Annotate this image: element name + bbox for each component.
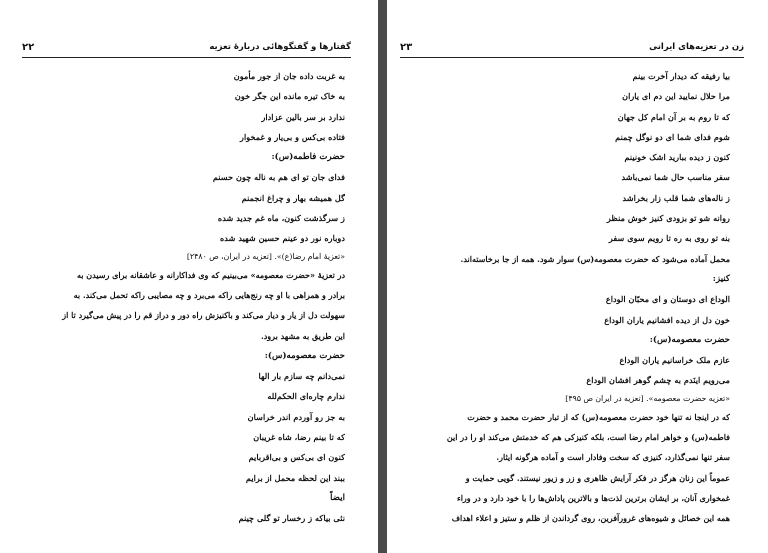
page-body	[30, 66, 345, 529]
verse-line: دوباره نور دو عینم حسین شهید شده	[220, 233, 345, 244]
book-spine	[378, 0, 387, 553]
verse-line: نثی بیاکه ز رخسار تو گلی چینم	[238, 513, 345, 524]
verse-line: کنون ای بی‌کس و بی‌اقربایم	[248, 452, 345, 463]
verse-line: ببند این لحظه محمل از برایم	[245, 472, 345, 483]
prose-line: همه این خصائل و شیوه‌های غرورآفرین، روی گرداندن از ظلم و ستیز و اعلاء اهداف	[451, 513, 730, 524]
verse-line: خون دل از دیده افشانیم یاران الوداع	[604, 314, 730, 325]
prose-line: غمخواری آنان، بر ایشان برترین لذت‌ها و بالاترین پاداش‌ها را با خود دارد و در وراء	[456, 492, 730, 503]
header-rule	[22, 57, 351, 58]
left-page	[0, 0, 378, 553]
right-page	[387, 0, 768, 553]
page-body	[402, 66, 730, 529]
verse-line: فدای جان تو ای هم به ناله چون حسنم	[212, 172, 345, 183]
prose-line: عموماً این زنان هرگز در فکر آرایش ظاهری و زر و زیور نیستند. گویی حمایت و	[465, 472, 730, 483]
verse-line: نمی‌دانم چه سازم بار الها	[258, 371, 345, 382]
prose-line: این طریق به مشهد برود.	[260, 330, 345, 341]
verse-line: به غربت داده جان از جور مأمون	[233, 71, 345, 81]
verse-line: ندارم چاره‌ای الحکم‌لله	[267, 391, 345, 402]
verse-line: الوداع ای دوستان و ای محبّان الوداع	[605, 294, 730, 305]
verse-line: عازم ملک خراسانیم یاران الوداع	[619, 355, 730, 366]
prose-line: محمل آماده می‌شود که حضرت معصومه(س) سوار شود. همه از جا برخاسته‌اند.	[460, 253, 730, 264]
prose-line: سهولت دل از یار و دیار می‌کند و باکنیزش راه دور و دراز قم را در پیش می‌گیرد تا از	[62, 310, 345, 321]
verse-line: به جز رو آوردم اندر خراسان	[247, 411, 345, 422]
verse-line: سفر مناسب حال شما نمی‌باشد	[621, 172, 730, 183]
verse-line: می‌رویم اینَدم به چشم گوهر افشان الوداع	[586, 375, 730, 386]
speaker-heading: ایضاً	[330, 492, 345, 503]
page-number: ۲۳	[400, 42, 413, 53]
speaker-heading: کنیز:	[712, 273, 730, 284]
verse-line: ز سرگذشت کنون، ماه غم جدید شده	[217, 213, 345, 224]
verse-line: فتاده بی‌کس و بی‌یار و غمخوار	[239, 131, 345, 142]
verse-line: گل همیشه بهار و چراغ انجمنم	[241, 192, 345, 203]
prose-line: سفر تنها نمی‌گذارد، کنیزی که سخت وفادار است و آماده هرگونه ایثار.	[496, 452, 730, 463]
verse-line: شوم فدای شما ای دو نوگل چمنم	[615, 131, 730, 142]
source-citation: «تعزیه حضرت معصومه». [تعزیه در ایران ص ۴۹۵]	[565, 393, 730, 403]
speaker-heading: حضرت معصومه(س):	[264, 350, 345, 361]
page-number: ۲۲	[22, 42, 35, 53]
prose-line: که در اینجا نه تنها خود حضرت معصومه(س) که از تبار حضرت محمد و حضرت	[467, 411, 730, 422]
verse-line: کنون ز دیده ببارید اشک خونینم	[624, 152, 730, 163]
verse-line: ندارد بر سر بالین عزادار	[261, 111, 345, 122]
running-title: زن در تعزیه‌های ایرانی	[649, 42, 744, 52]
header-rule	[400, 57, 744, 58]
verse-line: که تا روم به بر آن امام کل جهان	[617, 111, 730, 122]
speaker-heading: حضرت معصومه(س):	[649, 334, 730, 345]
verse-line: که تا بینم رضا، شاه غریبان	[253, 432, 345, 443]
verse-line: بنه تو روی به ره تا رویم سوی سفر	[608, 233, 730, 244]
prose-line: در تعزیهٔ «حضرت معصومه» می‌بینیم که وی فداکارانه و عاشقانه برای رسیدن به	[76, 269, 345, 280]
verse-line: ز ناله‌های شما قلب زار بخراشد	[622, 192, 730, 203]
verse-line: روانه شو تو بزودی کنیز خوش منظر	[606, 213, 730, 224]
running-title: گفتارها و گفتگوهائی دربارهٔ تعزیه	[209, 42, 351, 52]
speaker-heading: حضرت فاطمه(س):	[271, 152, 345, 163]
page-header	[22, 42, 351, 56]
prose-line: فاطمه(س) و خواهر امام رضا است، بلکه کنیزکی هم که خدمتش می‌کند او را در این	[446, 432, 730, 443]
verse-line: به خاک تیره مانده این جگر خون	[234, 91, 345, 102]
verse-line: بیا رفیقه که دیدار آخرت بینم	[632, 71, 730, 81]
prose-line: برادر و همراهی با او چه رنج‌هایی راکه می‌برد و چه مصایبی راکه تحمل می‌کند. به	[73, 289, 345, 300]
verse-line: مرا حلال نمایید این دم ای یاران	[622, 91, 730, 102]
page-header	[400, 42, 744, 56]
source-citation: «تعزیهٔ امام رضا(ع)». [تعزیه در ایران، ص ۲۴۸۰]	[186, 251, 345, 261]
